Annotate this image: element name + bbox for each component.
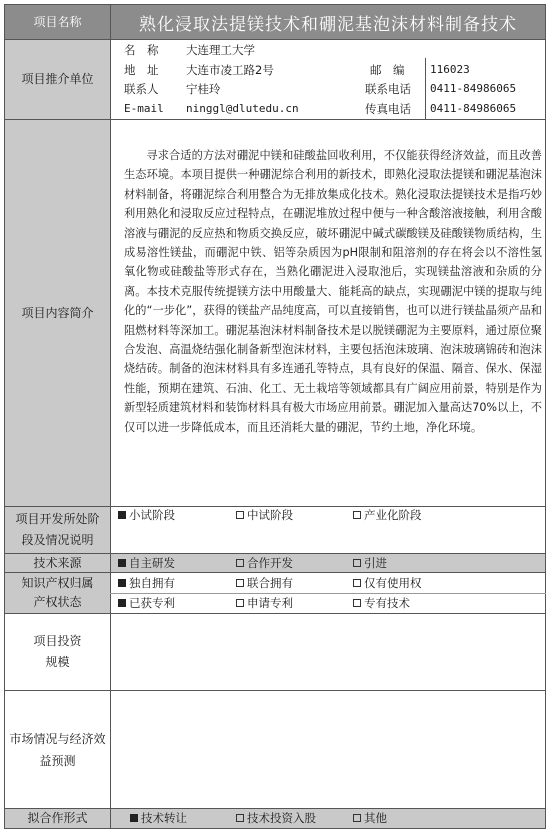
row-divider — [4, 39, 546, 40]
ip-status-option-1[interactable] — [118, 596, 175, 610]
phone-label: 联系电话 — [365, 82, 411, 96]
stage-option-1-label: 小试阶段 — [129, 508, 175, 522]
postcode-label: 邮 编 — [370, 63, 405, 77]
name-label: 名 称 — [124, 43, 159, 57]
cooperation-label: 拟合作形式 — [27, 811, 88, 825]
checkbox-icon — [130, 814, 138, 822]
address-label: 地 址 — [124, 63, 159, 77]
email-label: E-mail — [124, 102, 164, 115]
contact-label: 联系人 — [124, 82, 159, 96]
project-title-cell — [111, 5, 545, 39]
ip-owner-option-2[interactable] — [236, 576, 293, 590]
fax-label: 传真电话 — [365, 102, 411, 116]
checkbox-icon — [236, 559, 244, 567]
stage-option-2-label: 中试阶段 — [247, 508, 293, 522]
phone-value: 0411-84986065 — [430, 82, 517, 95]
checkbox-icon — [236, 579, 244, 587]
ip-owner-option-2-label: 联合拥有 — [247, 576, 293, 590]
source-label-cell — [5, 554, 110, 572]
source-option-3-label: 引进 — [364, 556, 387, 570]
market-label: 市场情况与经济效益预测 — [9, 731, 106, 768]
row-divider — [4, 119, 546, 120]
ip-status-option-1-label: 已获专利 — [129, 596, 175, 610]
stage-option-2[interactable] — [236, 508, 293, 522]
ip-status-option-3[interactable] — [353, 596, 410, 610]
ip-label: 知识产权归属产权状态 — [21, 576, 94, 609]
checkbox-icon — [353, 599, 361, 607]
ip-status-option-3-label: 专有技术 — [364, 596, 410, 610]
cooperation-option-1[interactable] — [130, 811, 187, 825]
checkbox-icon — [118, 579, 126, 587]
stage-option-1[interactable] — [118, 508, 175, 522]
cooperation-option-1-label: 技术转让 — [141, 811, 187, 825]
name-value: 大连理工大学 — [186, 43, 255, 57]
postcode-value: 116023 — [430, 63, 470, 76]
checkbox-icon — [353, 511, 361, 519]
row-divider — [4, 553, 546, 554]
ip-status-option-2-label: 申请专利 — [247, 596, 293, 610]
investment-label-cell — [5, 614, 110, 690]
contact-value-divider — [425, 58, 426, 119]
source-option-2-label: 合作开发 — [247, 556, 293, 570]
ip-owner-option-3[interactable] — [353, 576, 422, 590]
label-column-divider — [110, 4, 111, 829]
ip-owner-option-3-label: 仅有使用权 — [364, 576, 422, 590]
ip-status-option-2[interactable] — [236, 596, 293, 610]
ip-owner-option-1-label: 独自拥有 — [129, 576, 175, 590]
market-label-cell — [5, 691, 110, 808]
row-divider — [4, 506, 546, 507]
row-divider — [4, 808, 546, 809]
project-name-label: 项目名称 — [33, 14, 82, 29]
stage-label-cell — [5, 507, 110, 553]
checkbox-icon — [236, 814, 244, 822]
project-name-label-cell — [5, 5, 110, 39]
unit-label: 项目推介单位 — [21, 72, 94, 86]
checkbox-icon — [118, 511, 126, 519]
cooperation-option-3-label: 其他 — [364, 811, 387, 825]
ip-label-cell — [5, 573, 110, 613]
ip-owner-option-1[interactable] — [118, 576, 175, 590]
source-option-1-label: 自主研发 — [129, 556, 175, 570]
row-divider — [4, 690, 546, 691]
checkbox-icon — [118, 599, 126, 607]
row-divider — [4, 613, 546, 614]
source-row-bg — [111, 554, 545, 572]
source-option-1[interactable] — [118, 556, 175, 570]
checkbox-icon — [236, 599, 244, 607]
source-option-3[interactable] — [353, 556, 387, 570]
stage-option-3-label: 产业化阶段 — [364, 508, 422, 522]
address-value: 大连市凌工路2号 — [186, 63, 274, 77]
checkbox-icon — [353, 559, 361, 567]
checkbox-icon — [236, 511, 244, 519]
checkbox-icon — [353, 579, 361, 587]
source-label: 技术来源 — [33, 555, 82, 570]
stage-label: 项目开发所处阶段及情况说明 — [15, 512, 100, 547]
stage-option-3[interactable] — [353, 508, 422, 522]
checkbox-icon — [353, 814, 361, 822]
cooperation-label-cell — [5, 809, 110, 828]
project-title: 熟化浸取法提镁技术和硼泥基泡沫材料制备技术 — [139, 14, 517, 35]
cooperation-option-2-label: 技术投资入股 — [247, 811, 316, 825]
email-value: ninggl@dlutedu.cn — [186, 102, 299, 115]
intro-label: 项目内容简介 — [21, 305, 94, 320]
fax-value: 0411-84986065 — [430, 102, 517, 115]
contact-value: 宁桂玲 — [186, 82, 221, 96]
investment-label: 项目投资规模 — [33, 634, 82, 669]
checkbox-icon — [118, 559, 126, 567]
unit-label-cell — [5, 40, 110, 119]
intro-label-cell — [5, 120, 110, 506]
row-divider — [110, 593, 546, 594]
cooperation-option-3[interactable] — [353, 811, 387, 825]
source-option-2[interactable] — [236, 556, 293, 570]
row-divider — [4, 572, 546, 573]
cooperation-option-2[interactable] — [236, 811, 316, 825]
intro-text: 寻求合适的方法对硼泥中镁和硅酸盐回收利用，不仅能获得经济效益，而且改善生态环境。本项目提供一种硼泥综合利用的新技术，即熟化浸取法提镁和硼泥基泡沫材料制备，将硼泥综合利用整合为无排放集成化技术。熟化浸取法提镁技术是指巧妙利用熟化和浸取反应过程特点，在硼泥堆放过程中便与一种含酸溶液接触，利用含酸溶液与硼泥的反应热和物质交换反应，破坏硼泥中碱式碳酸镁及硅酸镁物质结构，生成易溶性镁盐，而硼泥中铁、铝等杂质因为pH限制和阻溶剂的存在将会以不溶性氢氧化物或硅酸盐等形式存在，当熟化硼泥进入浸取池后，实现镁盐溶液和杂质的分离。本技术克服传统提镁方法中用酸量大、能耗高的缺点，实现硼泥中镁的提取与纯化的“一步化”，获得的镁盐产品纯度高，可以直接销售，也可以进行镁盐晶须产品和阻燃材料等深加工。硼泥基泡沫材料制备技术是以脱镁硼泥为主要原料，通过原位聚合发泡、高温烧结强化制备新型泡沫材料，主要包括泡沫玻璃、泡沫玻璃锦砖和泡沫烧结砖。制备的泡沫材料具有多连通孔等特点，具有良好的保温、隔音、保水、保湿性能，预期在建筑、石油、化工、无土栽培等领域都具有广阔应用前景，特别是作为新型轻质建筑材料和装饰材料具有极大市场应用前景。硼泥加入量高达70%以上，不仅可以进一步降低成本，而且还消耗大量的硼泥，节约土地，净化环境。 — [124, 149, 542, 434]
